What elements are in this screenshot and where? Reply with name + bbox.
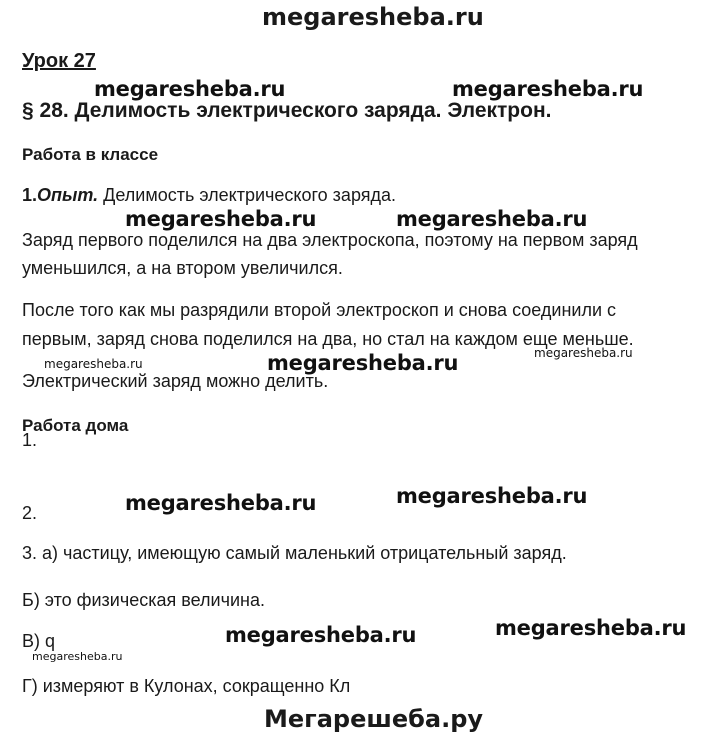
paragraph-line: Электрический заряд можно делить.	[22, 371, 329, 391]
homework-heading: Работа дома	[22, 416, 129, 435]
homework-item-2: 2.	[22, 503, 38, 523]
paragraph-line: первым, заряд снова поделился на два, но стал на каждом еще меньше.	[22, 329, 634, 349]
watermark: megaresheba.ru	[94, 77, 286, 101]
homework-item-3c: В) q	[22, 631, 56, 651]
lesson-number: Урок 27	[22, 50, 96, 72]
watermark: megaresheba.ru	[125, 491, 317, 515]
watermark: megaresheba.ru	[396, 207, 588, 231]
homework-item-1: 1.	[22, 430, 38, 450]
watermark: megaresheba.ru	[452, 77, 644, 101]
site-footer: Мегарешеба.ру	[264, 705, 484, 733]
watermark-small: megaresheba.ru	[44, 357, 143, 371]
watermark-small: megaresheba.ru	[534, 346, 633, 360]
watermark: megaresheba.ru	[495, 616, 687, 640]
homework-item-3b: Б) это физическая величина.	[22, 590, 265, 610]
paragraph-line: Заряд первого поделился на два электроскопа, поэтому на первом заряд	[22, 230, 638, 250]
homework-item-3a: 3. а) частицу, имеющую самый маленький отрицательный заряд.	[22, 543, 567, 563]
watermark: megaresheba.ru	[267, 351, 459, 375]
section-title: § 28. Делимость электрического заряда. Электрон.	[22, 99, 552, 122]
watermark-small: megaresheba.ru	[32, 650, 123, 663]
paragraph-line: После того как мы разрядили второй электроскоп и снова соединили с	[22, 300, 617, 320]
watermark: megaresheba.ru	[396, 484, 588, 508]
homework-item-3d: Г) измеряют в Кулонах, сокращенно Кл	[22, 676, 351, 696]
classwork-heading: Работа в классе	[22, 145, 159, 164]
classwork-item-1	[22, 185, 396, 206]
item-number: 1.	[22, 185, 38, 205]
watermark: megaresheba.ru	[225, 623, 417, 647]
paragraph-line: уменьшился, а на втором увеличился.	[22, 258, 343, 278]
experiment-label: Опыт.	[37, 185, 99, 205]
watermark: megaresheba.ru	[125, 207, 317, 231]
experiment-text: Делимость электрического заряда.	[98, 185, 397, 205]
site-header: megaresheba.ru	[262, 3, 484, 31]
